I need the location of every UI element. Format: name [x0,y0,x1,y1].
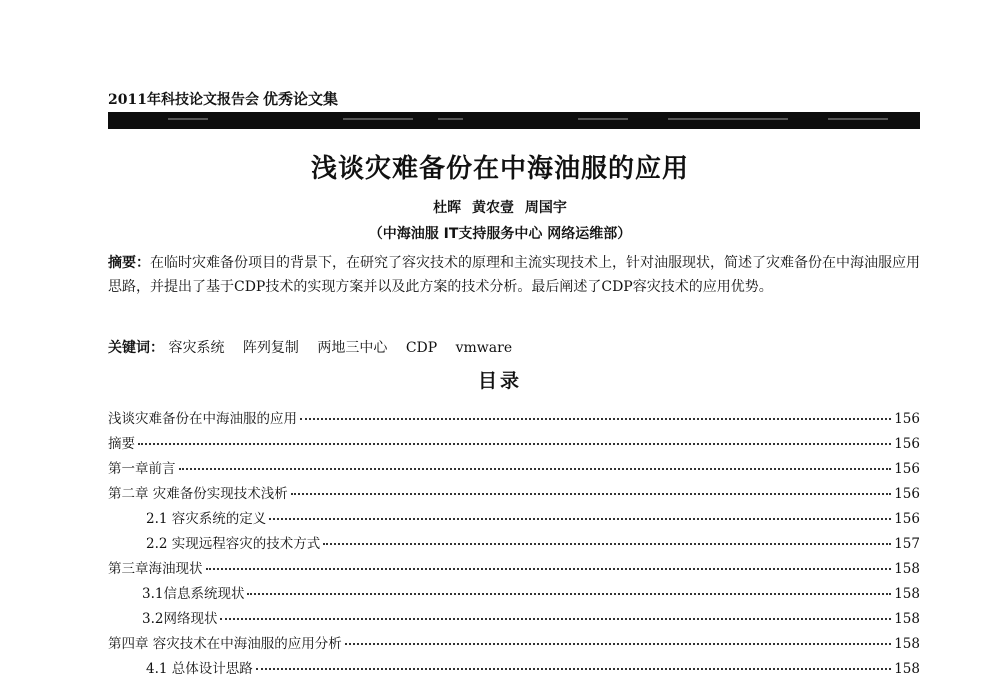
toc-leader [300,418,891,420]
toc-entry[interactable] [108,632,920,657]
toc-page: 156 [894,461,920,477]
toc-entry[interactable] [108,407,920,432]
toc-leader [345,643,891,645]
toc-leader [247,593,891,595]
toc-entry-text: 浅谈灾难备份在中海油服的应用 [108,411,297,427]
toc-entry-text: 3.2网络现状 [142,611,218,627]
toc-entry[interactable] [108,557,920,582]
toc-leader [256,668,891,670]
toc-entry[interactable] [108,582,920,607]
paper-authors: 杜晖 黄农壹 周国宇 [433,200,567,216]
toc-page: 158 [894,561,920,577]
toc-page: 158 [894,586,920,602]
toc-page: 156 [894,436,920,452]
toc-page: 156 [894,511,920,527]
abstract-text: 在临时灾难备份项目的背景下，在研究了容灾技术的原理和主流实现技术上，针对油服现状，简述了灾难备份在中海油服应用思路，并提出了基于CDP技术的实现方案并以及此方案的技术分析。最后阐述了CDP容灾技术的应用优势。 [108,255,920,295]
toc-entry[interactable] [108,482,920,507]
toc-entry-text: 3.1信息系统现状 [142,586,245,602]
running-header [108,88,338,109]
paper-affiliation: （中海油服 IT支持服务中心 网络运维部） [368,226,632,242]
keyword: 两地三中心 [317,340,388,356]
toc-entry[interactable] [108,607,920,632]
toc-title: 目录 [477,370,522,392]
toc-page: 156 [894,411,920,427]
collection-name: 优秀论文集 [262,90,338,108]
keyword: CDP [405,340,438,356]
conference-name: 2011年科技论文报告会 [108,92,259,108]
toc-leader [323,543,891,545]
keyword: 容灾系统 [168,340,225,356]
toc-entry-text: 2.2 实现远程容灾的技术方式 [146,536,321,552]
toc-entry-text: 摘要 [108,436,135,452]
toc-page: 158 [894,611,920,627]
paper-title: 浅谈灾难备份在中海油服的应用 [310,154,689,184]
toc-leader [138,443,891,445]
toc-entry[interactable] [108,532,920,557]
toc-entry-text: 2.1 容灾系统的定义 [146,511,267,527]
keyword: vmware [455,340,513,356]
toc-leader [206,568,892,570]
toc-entry-text: 4.1 总体设计思路 [146,661,253,677]
toc-leader [179,468,892,470]
toc-entry[interactable] [108,432,920,457]
keyword: 阵列复制 [242,340,299,356]
table-of-contents [108,407,920,682]
toc-page: 157 [894,536,920,552]
toc-entry-text: 第二章 灾难备份实现技术浅析 [108,486,288,502]
abstract-label: 摘要： [108,255,150,271]
toc-page: 158 [894,636,920,652]
toc-page: 156 [894,486,920,502]
toc-entry-text: 第一章前言 [108,461,176,477]
keywords [108,337,526,357]
toc-page: 158 [894,661,920,677]
toc-entry-text: 第三章海油现状 [108,561,203,577]
toc-leader [291,493,891,495]
toc-leader [269,518,891,520]
abstract [108,251,920,299]
toc-entry[interactable] [108,657,920,682]
toc-entry-text: 第四章 容灾技术在中海油服的应用分析 [108,636,342,652]
toc-entry[interactable] [108,457,920,482]
keywords-label: 关键词： [108,340,164,356]
toc-leader [220,618,891,620]
toc-entry[interactable] [108,507,920,532]
header-rule-bar [108,112,920,129]
